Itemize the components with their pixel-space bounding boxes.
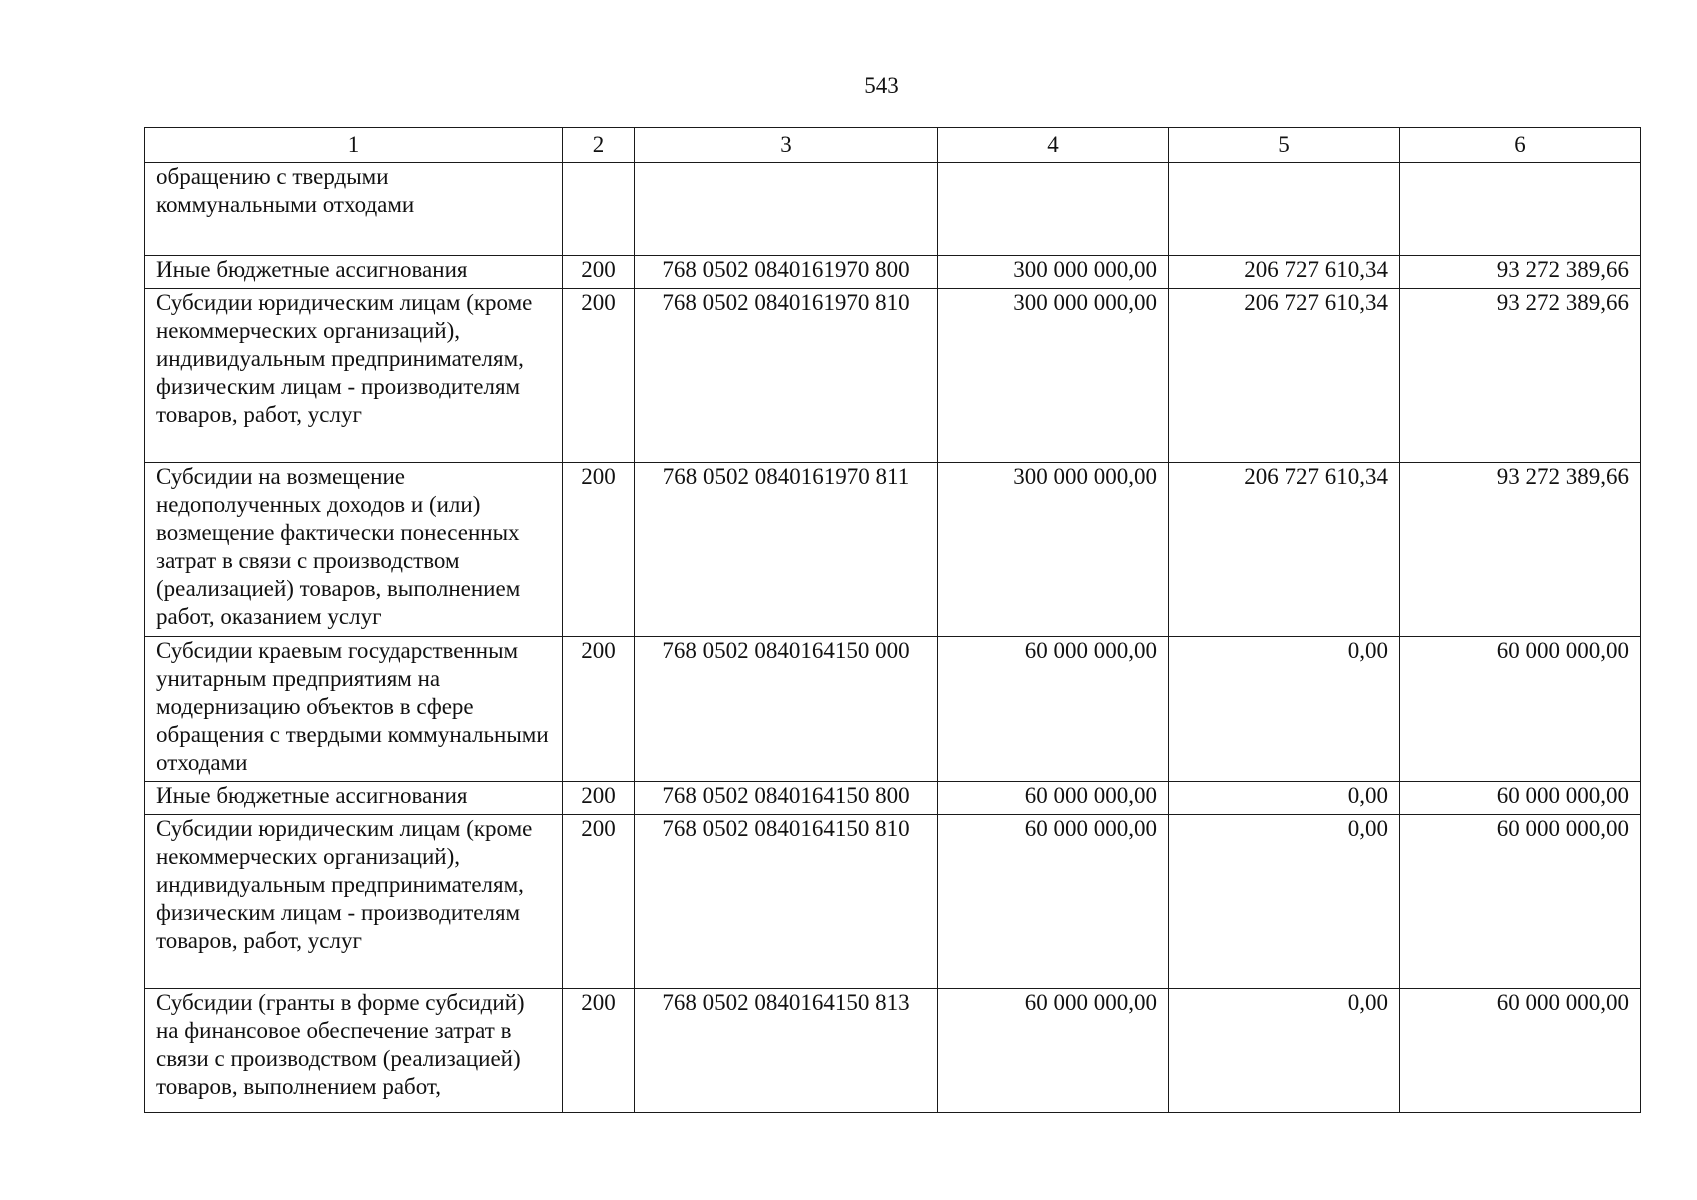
cell-admin-code: 200 [563,256,635,289]
column-header-1: 1 [145,128,563,163]
cell-remaining-amount: 60 000 000,00 [1400,989,1641,1113]
cell-approved-amount: 300 000 000,00 [938,289,1169,463]
cell-classification-code: 768 0502 0840161970 800 [635,256,938,289]
cell-classification-code: 768 0502 0840164150 810 [635,815,938,989]
cell-classification-code [635,163,938,256]
cell-remaining-amount: 60 000 000,00 [1400,782,1641,815]
cell-classification-code: 768 0502 0840161970 811 [635,463,938,637]
cell-remaining-amount: 60 000 000,00 [1400,815,1641,989]
table-row [145,289,1641,463]
table-row [145,989,1641,1113]
cell-expense-name: обращению с твердыми коммунальными отходами [145,163,563,256]
cell-executed-amount: 0,00 [1169,815,1400,989]
cell-approved-amount: 60 000 000,00 [938,989,1169,1113]
column-header-6: 6 [1400,128,1641,163]
cell-classification-code: 768 0502 0840164150 800 [635,782,938,815]
cell-remaining-amount [1400,163,1641,256]
table-row [145,637,1641,782]
column-number-header-row [145,128,1641,163]
cell-remaining-amount: 60 000 000,00 [1400,637,1641,782]
cell-classification-code: 768 0502 0840164150 000 [635,637,938,782]
cell-executed-amount: 206 727 610,34 [1169,256,1400,289]
column-header-3: 3 [635,128,938,163]
column-header-5: 5 [1169,128,1400,163]
table-row [145,256,1641,289]
cell-expense-name: Субсидии (гранты в форме субсидий) на финансовое обеспечение затрат в связи с производством (реализацией) товаров, выполнением работ, [145,989,563,1113]
cell-approved-amount: 60 000 000,00 [938,782,1169,815]
cell-executed-amount [1169,163,1400,256]
cell-classification-code: 768 0502 0840164150 813 [635,989,938,1113]
cell-expense-name: Субсидии юридическим лицам (кроме некоммерческих организаций), индивидуальным предпринимателям, физическим лицам - производителям товаров, работ, услуг [145,815,563,989]
cell-admin-code: 200 [563,782,635,815]
cell-expense-name: Субсидии на возмещение недополученных доходов и (или) возмещение фактически понесенных затрат в связи с производством (реализацией) товаров, выполнением работ, оказанием услуг [145,463,563,637]
cell-classification-code: 768 0502 0840161970 810 [635,289,938,463]
cell-remaining-amount: 93 272 389,66 [1400,256,1641,289]
cell-expense-name: Иные бюджетные ассигнования [145,256,563,289]
table-row [145,815,1641,989]
cell-approved-amount: 300 000 000,00 [938,463,1169,637]
cell-admin-code [563,163,635,256]
cell-executed-amount: 206 727 610,34 [1169,289,1400,463]
budget-execution-table [144,127,1641,1113]
column-header-2: 2 [563,128,635,163]
cell-approved-amount: 60 000 000,00 [938,637,1169,782]
cell-admin-code: 200 [563,989,635,1113]
page-number: 543 [864,73,899,98]
cell-expense-name: Субсидии юридическим лицам (кроме некоммерческих организаций), индивидуальным предпринимателям, физическим лицам - производителям товаров, работ, услуг [145,289,563,463]
table-row [145,463,1641,637]
cell-remaining-amount: 93 272 389,66 [1400,463,1641,637]
cell-remaining-amount: 93 272 389,66 [1400,289,1641,463]
cell-admin-code: 200 [563,463,635,637]
cell-executed-amount: 206 727 610,34 [1169,463,1400,637]
cell-approved-amount [938,163,1169,256]
cell-admin-code: 200 [563,289,635,463]
cell-expense-name: Субсидии краевым государственным унитарным предприятиям на модернизацию объектов в сфере обращения с твердыми коммунальными отходами [145,637,563,782]
cell-approved-amount: 300 000 000,00 [938,256,1169,289]
cell-admin-code: 200 [563,637,635,782]
cell-executed-amount: 0,00 [1169,989,1400,1113]
cell-expense-name: Иные бюджетные ассигнования [145,782,563,815]
cell-executed-amount: 0,00 [1169,782,1400,815]
cell-executed-amount: 0,00 [1169,637,1400,782]
table-row [145,163,1641,256]
column-header-4: 4 [938,128,1169,163]
cell-approved-amount: 60 000 000,00 [938,815,1169,989]
cell-admin-code: 200 [563,815,635,989]
table-row [145,782,1641,815]
